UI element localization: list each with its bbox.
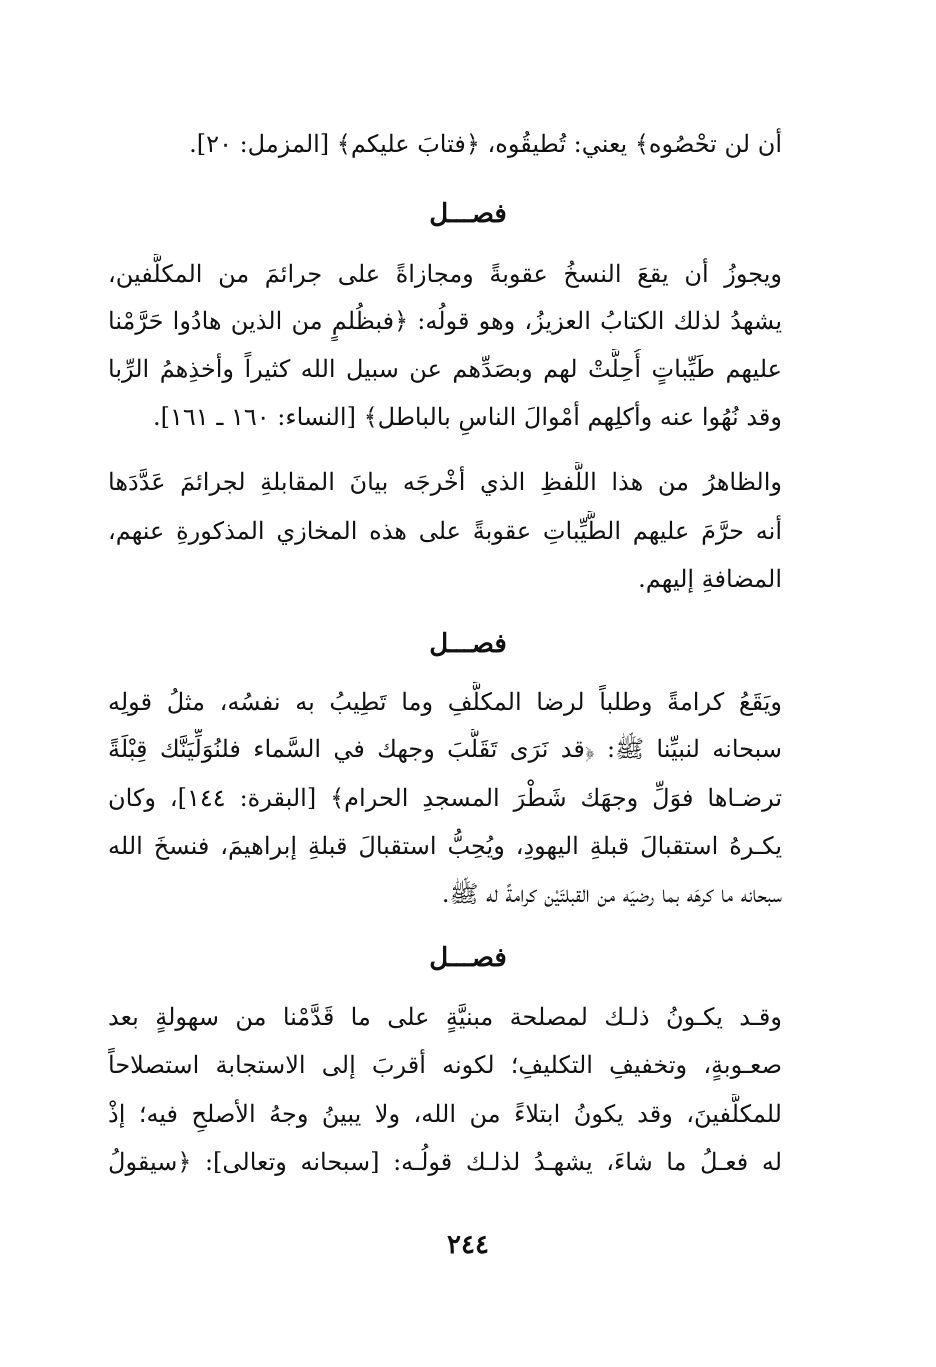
section-heading: فصـــل — [429, 199, 507, 229]
text-line: ويَقَعُ كرامةً وطلباً لرضا المكلَّفِ وما تَطِيبُ به نفسُه، مثلُ قولِه — [108, 688, 782, 716]
text-line: ويجوزُ أن يقعَ النسخُ عقوبةً ومجازاةً على جرائمَ من المكلَّفين، — [108, 260, 782, 288]
text-line: له فعـلُ ما شاءَ، يشهـدُ لذلـك قولُـه: [سبحانه وتعالى]: ﴿سيقولُ — [108, 1148, 782, 1176]
text-line: أن لن تحْصُوه﴾ يعني: تُطيقُوه، ﴿فتابَ عليكم﴾ [المزمل: ٢٠]. — [189, 130, 782, 158]
text-line: للمكلَّفينَ، وقد يكونُ ابتلاءً من الله، ولا يبينُ وجهُ الأصلحِ فيه؛ إذْ — [108, 1100, 782, 1128]
text-line: والظاهرُ من هذا اللَّفظِ الذي أخْرجَه بيانَ المقابلةِ لجرائمَ عَدَّدَها — [108, 468, 782, 496]
text-line: يكـرهُ استقبالَ قبلةِ اليهودِ، ويُحِبُّ استقبالَ قبلةِ إبراهيمَ، فنسخَ الله — [108, 832, 782, 860]
text-line: وقد نُهُوا عنه وأكلِهم أمْوالَ الناسِ بالباطل﴾ [النساء: ١٦٠ ـ ١٦١]. — [153, 403, 782, 431]
text-line: المضافةِ إليهم. — [638, 565, 782, 593]
text-line: ترضـاها فوَلِّ وجهَك شَطْرَ المسجدِ الحرام﴾ [البقرة: ١٤٤]، وكان — [108, 784, 782, 812]
text-line: عليهم طَيِّباتٍ أُحِلَّتْ لهم وبصَدِّهم عن سبيل الله كثيراً وأخذِهمُ الرِّبا — [108, 355, 782, 383]
text-line: صعـوبةٍ، وتخفيفِ التكليفِ؛ لكونه أقربَ إلى الاستجابة استصلاحاً — [108, 1051, 782, 1079]
text-line: سبحانه ما كرهَه بما رضيَه من القبلتَيْن كرامةً له ﷺ. — [441, 880, 782, 908]
section-heading: فصـــل — [429, 629, 507, 659]
page-number: ٢٤٤ — [447, 1230, 489, 1260]
section-heading: فصـــل — [429, 943, 507, 973]
text-line: يشهدُ لذلك الكتابُ العزيزُ، وهو قولُه: ﴿فبظُلمٍ من الذين هادُوا حَرَّمْنا — [108, 307, 782, 335]
text-line: أنه حرَّمَ عليهم الطَّيِّباتِ عقوبةً على هذه المخازي المذكورةِ عنهم، — [108, 517, 782, 545]
text-line: سبحانه لنبيِّنا ﷺ: ﴿قد نَرَى تَقَلُّبَ وجهك في السَّماء فلنُوَلِّيَنَّك قِبْلَةً — [108, 735, 782, 763]
text-line: وقـد يكـونُ ذلـك لمصلحة مبنيَّةٍ على ما قَدَّمْنا من سهولةٍ بعد — [108, 1003, 782, 1031]
